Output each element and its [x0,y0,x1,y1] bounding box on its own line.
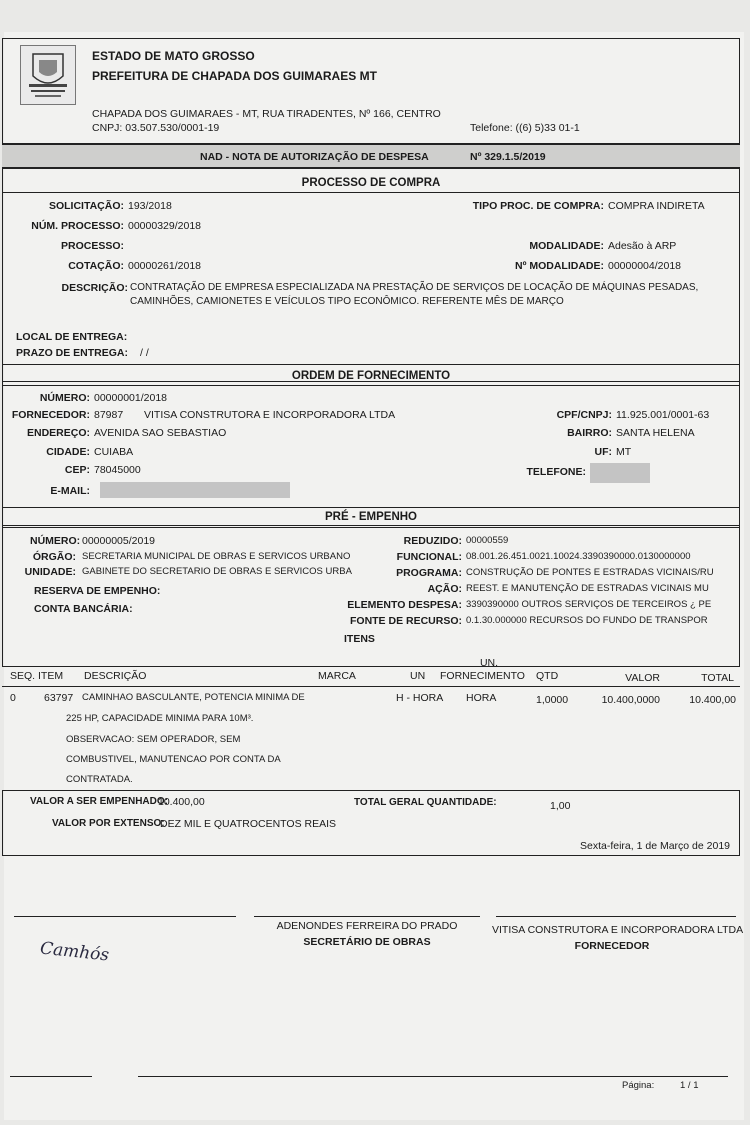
fonte-label: FONTE DE RECURSO: [349,615,462,627]
total-qtd-value: 1,00 [550,800,571,812]
signature-line-3 [496,916,736,917]
tipo-label: TIPO PROC. DE COMPRA: [472,200,604,212]
row-total: 10.400,00 [689,694,736,706]
num-processo-label: NÚM. PROCESSO: [31,220,124,232]
reserva-label: RESERVA DE EMPENHO: [34,585,161,597]
phone: Telefone: ((6) 5)33 01-1 [470,122,580,134]
col-total: TOTAL [701,672,734,684]
divider [2,385,740,386]
pe-numero-value: 00000005/2019 [82,535,155,547]
sig2-name: VITISA CONSTRUTORA E INCORPORADORA LTDA [492,924,744,936]
page-number: 1 / 1 [680,1080,699,1091]
sig1-name: ADENONDES FERREIRA DO PRADO [276,920,458,932]
col-qtd: QTD [536,670,559,682]
valor-empenhado-value: 10.400,00 [158,796,205,808]
acao-label: AÇÃO: [427,583,462,595]
elemento-label: ELEMENTO DESPESA: [347,599,462,611]
municipal-crest-logo [20,45,76,105]
bairro-label: BAIRRO: [567,427,612,439]
row-un-forn: HORA [466,692,497,704]
col-un-forn-1: UN. [479,657,499,669]
acao-value: REEST. E MANUTENÇÃO DE ESTRADAS VICINAIS MU [466,583,709,594]
bairro-value: SANTA HELENA [616,427,695,439]
email-label: E-MAIL: [50,485,90,497]
nad-number: Nº 329.1.5/2019 [470,151,546,163]
unidade-label: UNIDADE: [24,566,76,578]
nad-title: NAD - NOTA DE AUTORIZAÇÃO DE DESPESA [200,151,429,163]
sig2-role: FORNECEDOR [574,940,650,952]
local-entrega-label: LOCAL DE ENTREGA: [16,331,128,343]
row-qtd: 1,0000 [536,694,569,706]
funcional-label: FUNCIONAL: [396,551,462,563]
col-marca: MARCA [318,670,356,682]
state-name: ESTADO DE MATO GROSSO [92,49,255,63]
page-label: Página: [622,1080,655,1091]
prefeitura-name: PREFEITURA DE CHAPADA DOS GUIMARAES MT [92,69,377,83]
cep-label: CEP: [64,464,90,476]
row-un: H - HORA [396,692,444,704]
cpf-label: CPF/CNPJ: [556,409,612,421]
uf-label: UF: [594,446,612,458]
fonte-value: 0.1.30.000000 RECURSOS DO FUNDO DE TRANSPOR [466,615,708,626]
telefone-label: TELEFONE: [526,466,586,478]
col-descricao: DESCRIÇÃO [84,670,147,682]
row-desc-5: CONTRATADA. [66,774,133,785]
row-seq: 0 [10,692,16,704]
cidade-label: CIDADE: [46,446,90,458]
descricao-line-2: CAMINHÕES, CAMIONETES E VEÍCULOS TIPO ECONÔMICO. REFERENTE MÊS DE MARÇO [130,296,564,307]
cidade-value: CUIABA [94,446,134,458]
itens-title: ITENS [344,633,375,645]
orgao-value: SECRETARIA MUNICIPAL DE OBRAS E SERVICOS URBANO [82,551,351,562]
cotacao-label: COTAÇÃO: [68,260,124,272]
fornecedor-label: FORNECEDOR: [11,409,90,421]
programa-label: PROGRAMA: [396,567,462,579]
modalidade-label: MODALIDADE: [529,240,604,252]
pre-empenho-section-title: PRÉ - EMPENHO [324,511,417,523]
col-un-forn-2: FORNECIMENTO [440,670,525,682]
elemento-value: 3390390000 OUTROS SERVIÇOS DE TERCEIROS ¿ PE [466,599,712,610]
orgao-label: ÓRGÃO: [32,551,76,563]
total-qtd-label: TOTAL GERAL QUANTIDADE: [354,797,497,808]
ordem-numero-value: 00000001/2018 [94,392,167,404]
row-item: 63797 [44,692,74,704]
reduzido-label: REDUZIDO: [403,535,462,547]
document-date: Sexta-feira, 1 de Março de 2019 [580,840,731,852]
uf-value: MT [616,446,632,458]
unidade-value: GABINETE DO SECRETARIO DE OBRAS E SERVICOS URBA [82,566,352,577]
row-valor: 10.400,0000 [601,694,660,706]
valor-empenhado-label: VALOR A SER EMPENHADO: [30,796,168,807]
cpf-value: 11.925.001/0001-63 [616,409,710,421]
processo-section-title: PROCESSO DE COMPRA [301,177,441,189]
prazo-entrega-label: PRAZO DE ENTREGA: [16,347,129,359]
endereco-value: AVENIDA SAO SEBASTIAO [94,427,227,439]
funcional-value: 08.001.26.451.0021.10024.3390390000.0130000000 [466,551,691,562]
prazo-entrega-value: / / [140,347,149,359]
ordem-section-title: ORDEM DE FORNECIMENTO [291,370,451,382]
footer-line-left [10,1076,92,1077]
divider [2,525,740,526]
endereco-label: ENDEREÇO: [26,427,90,439]
descricao-label: DESCRIÇÃO: [61,282,128,294]
num-modalidade-label: Nº MODALIDADE: [515,260,604,272]
pe-numero-label: NÚMERO: [30,535,81,547]
redacted-email [100,482,290,498]
row-desc-2: 225 HP, CAPACIDADE MINIMA PARA 10M³. [66,713,254,724]
modalidade-value: Adesão à ARP [608,240,677,252]
fornecedor-code: 87987 [94,409,124,421]
address: CHAPADA DOS GUIMARAES - MT, RUA TIRADENTES, Nº 166, CENTRO [92,108,441,120]
document-page [4,32,744,1120]
col-item: ITEM [38,670,64,682]
handwritten-signature: Camhós [39,938,111,966]
row-desc-4: COMBUSTIVEL, MANUTENCAO POR CONTA DA [66,754,281,765]
tipo-value: COMPRA INDIRETA [608,200,705,212]
redacted-phone [590,463,650,483]
ordem-numero-label: NÚMERO: [39,392,90,404]
cotacao-value: 00000261/2018 [128,260,201,272]
table-header-divider [2,686,740,687]
col-valor: VALOR [625,672,660,684]
valor-extenso-label: VALOR POR EXTENSO: [52,818,165,829]
num-processo-value: 00000329/2018 [128,220,201,232]
descricao-line-1: CONTRATAÇÃO DE EMPRESA ESPECIALIZADA NA PRESTAÇÃO DE SERVIÇOS DE LOCAÇÃO DE MÁQUINAS PESADAS, [130,282,699,293]
row-desc-3: OBSERVACAO: SEM OPERADOR, SEM [66,734,241,745]
sig1-role: SECRETÁRIO DE OBRAS [303,936,431,948]
col-seq: SEQ. [10,670,36,682]
reduzido-value: 00000559 [466,535,509,546]
row-desc-1: CAMINHAO BASCULANTE, POTENCIA MINIMA DE [82,692,305,703]
conta-label: CONTA BANCÁRIA: [34,603,133,615]
solicitacao-label: SOLICITAÇÃO: [48,200,124,212]
col-un: UN [410,670,426,682]
divider [2,192,740,193]
cnpj: CNPJ: 03.507.530/0001-19 [92,122,220,134]
programa-value: CONSTRUÇÃO DE PONTES E ESTRADAS VICINAIS/RU [466,567,714,578]
fornecedor-name: VITISA CONSTRUTORA E INCORPORADORA LTDA [144,409,396,421]
footer-line-right [138,1076,728,1077]
signature-line-1 [14,916,236,917]
solicitacao-value: 193/2018 [128,200,172,212]
processo-label: PROCESSO: [60,240,124,252]
num-modalidade-value: 00000004/2018 [608,260,681,272]
cep-value: 78045000 [94,464,141,476]
signature-line-2 [254,916,480,917]
valor-extenso-value: DEZ MIL E QUATROCENTOS REAIS [160,818,336,830]
